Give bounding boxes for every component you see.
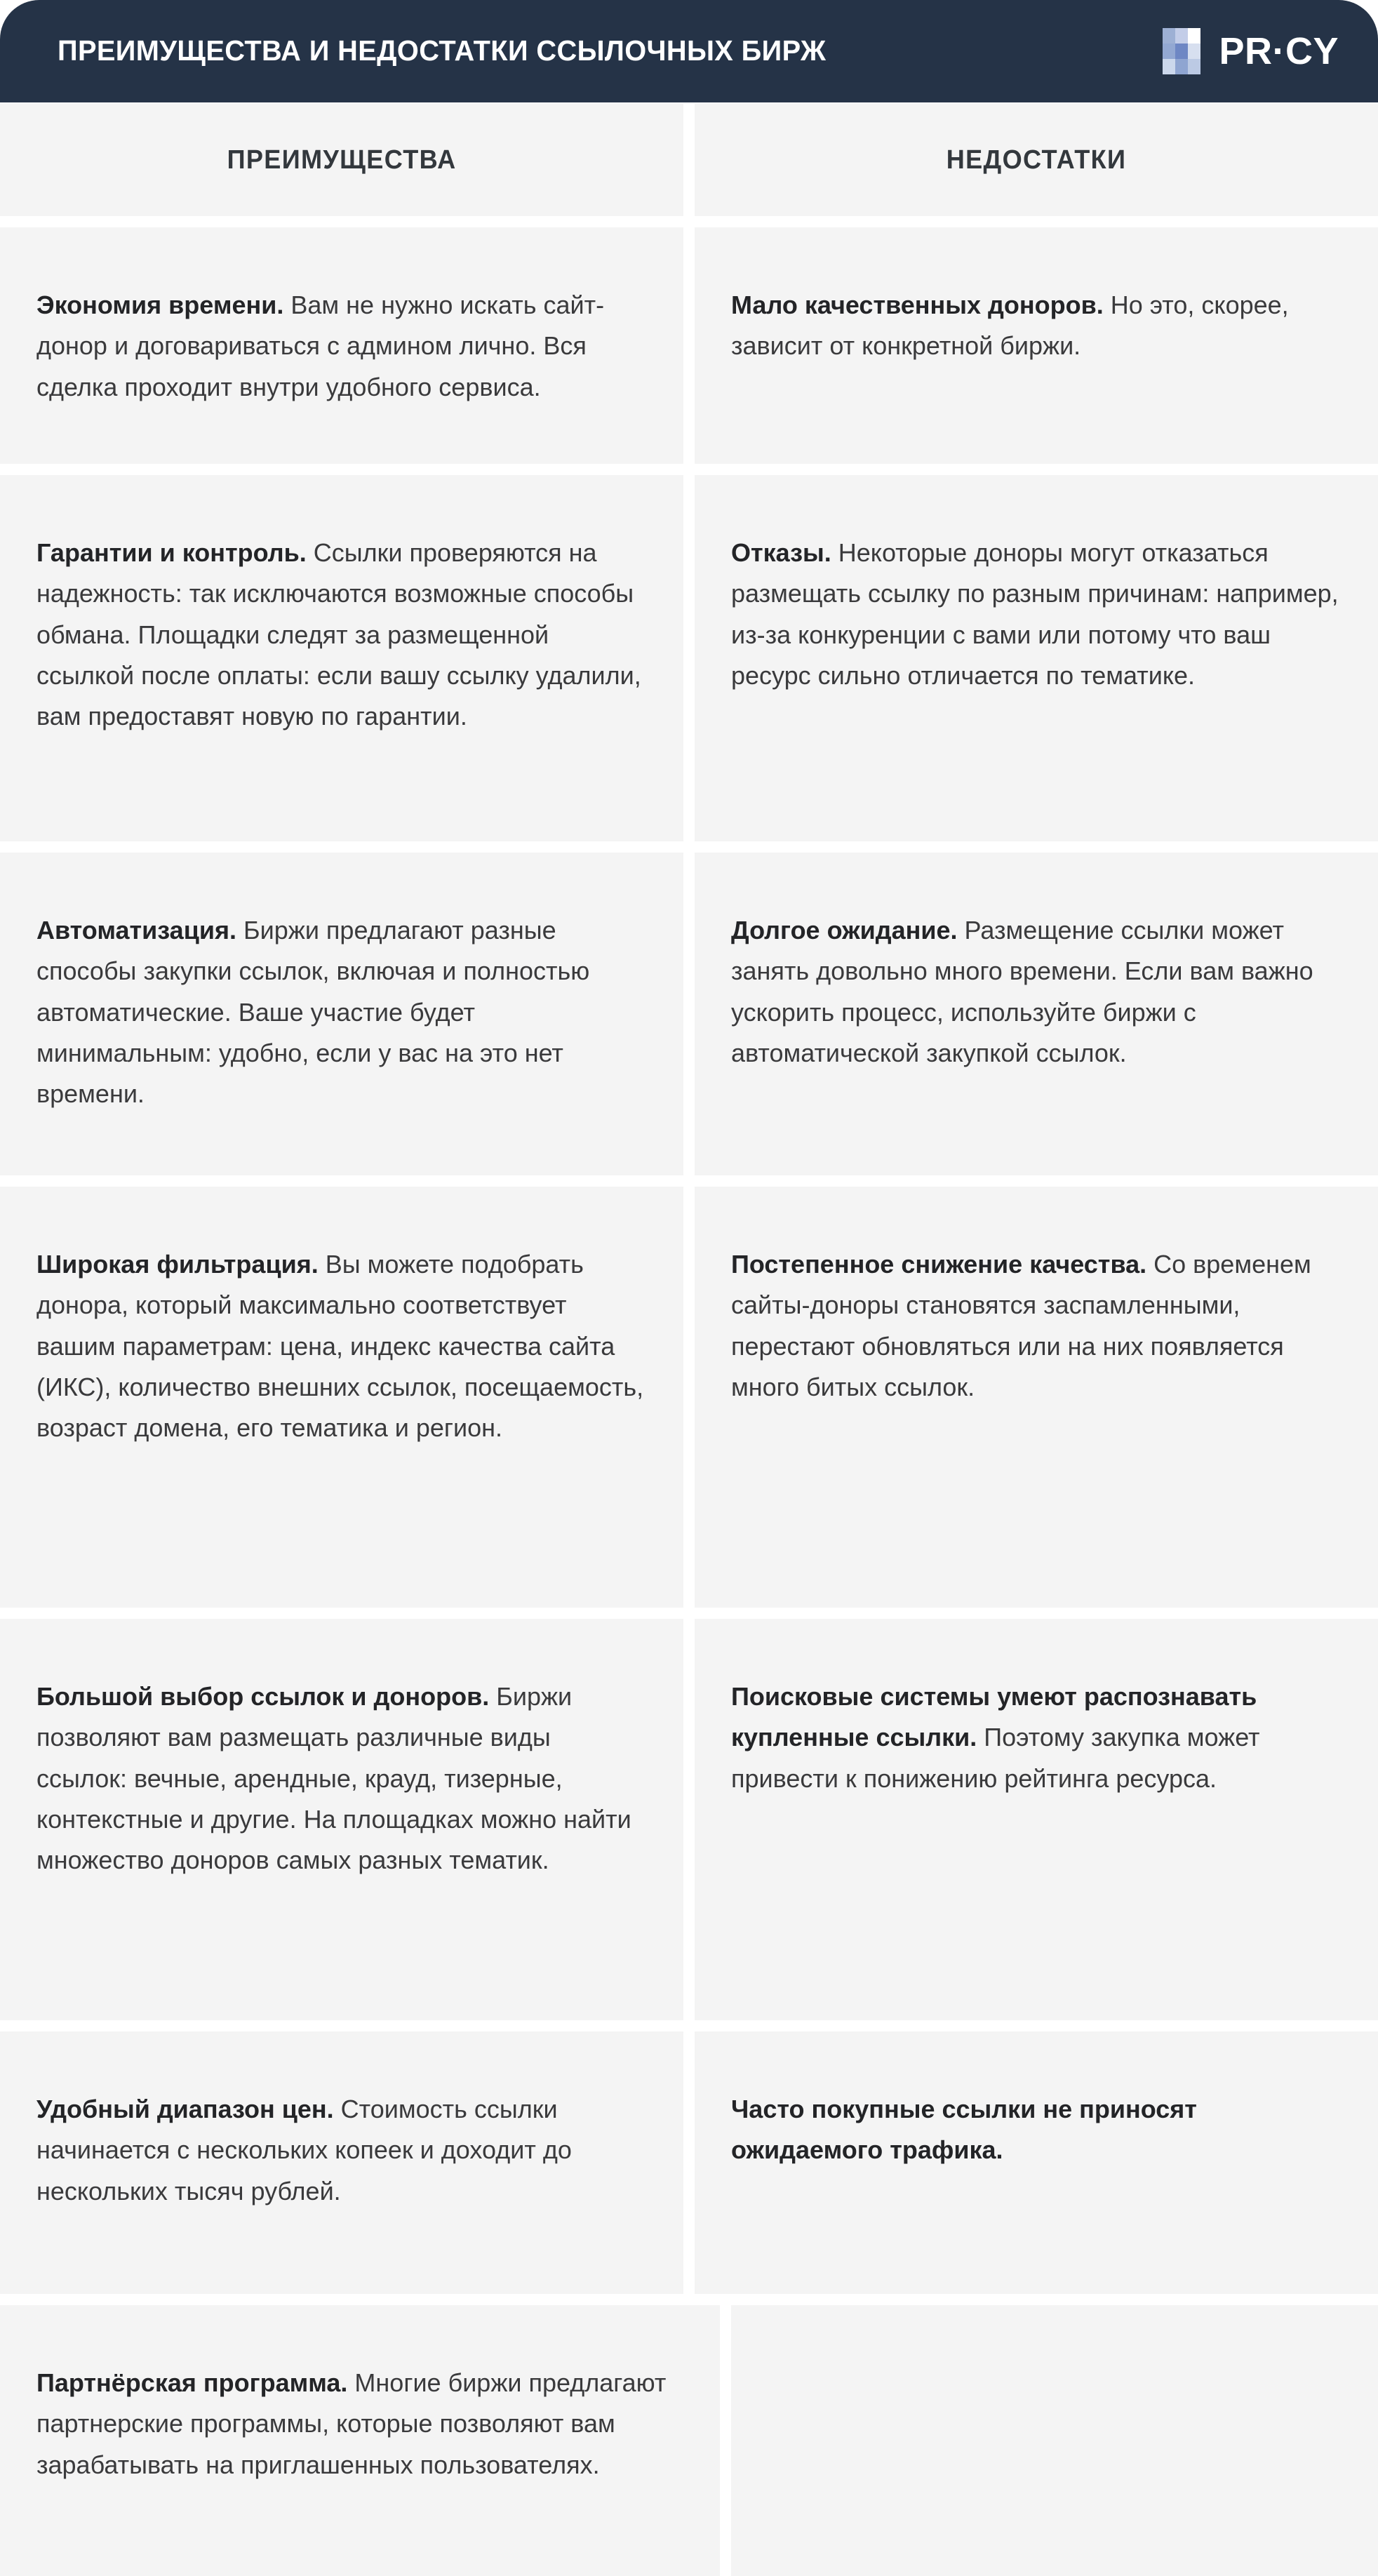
cons-cell	[695, 1187, 1378, 1608]
cons-lead: Постепенное снижение качества.	[731, 1249, 1147, 1279]
pros-cell	[0, 227, 683, 464]
logo-grid-icon	[1163, 28, 1200, 74]
table-row	[0, 1619, 1378, 2020]
cons-body: Размещение ссылки может занять довольно много времени. Если вам важно ускорить процесс, используйте биржи с автоматической закупкой ссылок.	[731, 915, 1313, 1067]
cons-text	[731, 910, 1342, 1074]
pros-lead: Автоматизация.	[36, 915, 236, 945]
pros-lead: Партнёрская программа.	[36, 2368, 348, 2397]
table-row	[0, 2031, 1378, 2294]
pros-body: Биржи предлагают разные способы закупки ссылок, включая и полностью автоматические. Ваше участие будет минимальным: удобно, если у вас на это нет времени.	[36, 915, 590, 1109]
cons-text	[731, 1244, 1342, 1408]
pros-cell	[0, 475, 683, 841]
column-header-pros	[0, 104, 683, 216]
pros-body: Вы можете подобрать донора, который максимально соответствует вашим параметрам: цена, индекс качества сайта (ИКС), количество внешних ссылок, посещаемость, возраст домена, его тематика и регион.	[36, 1249, 644, 1443]
cons-cell	[695, 475, 1378, 841]
pros-text	[36, 285, 647, 408]
cons-text	[731, 285, 1342, 367]
cons-cell	[695, 853, 1378, 1175]
pros-cell	[0, 2305, 720, 2576]
header-bar	[0, 0, 1378, 102]
table-row	[0, 2305, 1378, 2576]
pros-body: Биржи позволяют вам размещать различные виды ссылок: вечные, арендные, крауд, тизерные, контекстные и другие. На площадках можно найти множество доноров самых разных тематик.	[36, 1681, 631, 1875]
page-title: ПРЕИМУЩЕСТВА И НЕДОСТАТКИ ССЫЛОЧНЫХ БИРЖ	[58, 34, 827, 67]
comparison-table	[0, 102, 1378, 2576]
pros-cell	[0, 2031, 683, 2294]
cons-body: Со временем сайты-доноры становятся заспамленными, перестают обновляться или на них появляется много битых ссылок.	[731, 1249, 1311, 1401]
logo-tile-2	[1175, 28, 1188, 44]
column-header-cons	[695, 104, 1378, 216]
pros-cell	[0, 1619, 683, 2020]
logo-wordmark: PR·CY	[1219, 30, 1339, 72]
logo-tile-3	[1188, 28, 1200, 44]
column-header-pros-label: ПРЕИМУЩЕСТВА	[227, 145, 457, 175]
pros-cell	[0, 1187, 683, 1608]
pros-lead: Удобный диапазон цен.	[36, 2094, 334, 2123]
cons-text	[731, 533, 1342, 696]
table-row	[0, 1187, 1378, 1608]
cons-body: Поэтому закупка может привести к понижению рейтинга ресурса.	[731, 1723, 1260, 1793]
cons-lead: Поисковые системы умеют распознавать купленные ссылки.	[731, 1681, 1257, 1752]
table-row	[0, 227, 1378, 464]
cons-cell	[695, 227, 1378, 464]
table-row	[0, 475, 1378, 841]
pros-text	[36, 1676, 647, 1881]
prcy-logo	[1163, 28, 1339, 74]
cons-cell-empty	[731, 2305, 1378, 2576]
logo-tile-6	[1188, 44, 1200, 59]
pros-body: Ссылки проверяются на надежность: так исключаются возможные способы обмана. Площадки следят за размещенной ссылкой после оплаты: если вашу ссылку удалили, вам предоставят новую по гарантии.	[36, 538, 641, 731]
logo-tile-4	[1163, 44, 1175, 59]
pros-lead: Широкая фильтрация.	[36, 1249, 319, 1279]
pros-text	[36, 2363, 683, 2485]
cons-cell	[695, 2031, 1378, 2294]
pros-lead: Экономия времени.	[36, 291, 284, 319]
logo-tile-5	[1175, 44, 1188, 59]
cons-lead: Долгое ожидание.	[731, 915, 958, 945]
pros-text	[36, 1244, 647, 1449]
column-header-cons-label: НЕДОСТАТКИ	[946, 145, 1127, 175]
table-header-row	[0, 104, 1378, 216]
pros-body: Вам не нужно искать сайт-донор и договариваться с админом лично. Вся сделка проходит внутри удобного сервиса.	[36, 291, 605, 401]
cons-cell	[695, 1619, 1378, 2020]
pros-lead: Большой выбор ссылок и доноров.	[36, 1681, 490, 1711]
logo-tile-7	[1163, 59, 1175, 74]
logo-tile-9	[1188, 59, 1200, 74]
cons-body: Но это, скорее, зависит от конкретной биржи.	[731, 291, 1289, 361]
table-row	[0, 853, 1378, 1175]
pros-body: Стоимость ссылки начинается с нескольких копеек и доходит до нескольких тысяч рублей.	[36, 2094, 572, 2205]
cons-text	[731, 2089, 1342, 2171]
cons-lead: Мало качественных доноров.	[731, 291, 1104, 319]
cons-text	[731, 1676, 1342, 1799]
cons-lead: Отказы.	[731, 538, 831, 567]
pros-cell	[0, 853, 683, 1175]
logo-tile-8	[1175, 59, 1188, 74]
cons-lead: Часто покупные ссылки не приносят ожидаемого трафика.	[731, 2094, 1197, 2165]
pros-text	[36, 2089, 647, 2212]
logo-tile-1	[1163, 28, 1175, 44]
pros-text	[36, 533, 647, 738]
pros-body: Многие биржи предлагают партнерские программы, которые позволяют вам зарабатывать на приглашенных пользователях.	[36, 2368, 667, 2479]
pros-lead: Гарантии и контроль.	[36, 538, 307, 567]
cons-body: Некоторые доноры могут отказаться размещать ссылку по разным причинам: например, из-за конкуренции с вами или потому что ваш ресурс сильно отличается по тематике.	[731, 538, 1339, 690]
pros-text	[36, 910, 647, 1115]
